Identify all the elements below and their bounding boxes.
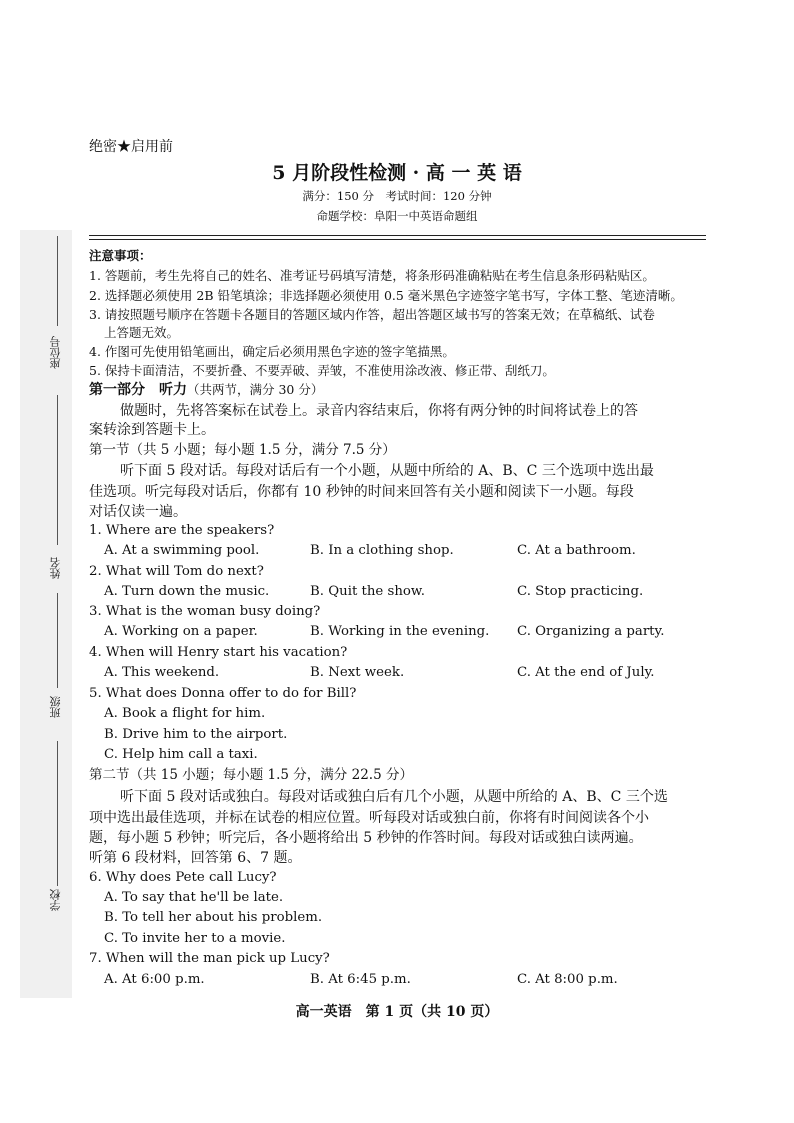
question-5-stem: 5. What does Donna offer to do for Bill? bbox=[89, 686, 357, 701]
notice-item: 1. 答题前，考生先将自己的姓名、准考证号码填写清楚，将条形码准确粘贴在考生信息条形码粘贴区。 bbox=[89, 268, 655, 283]
notice-heading: 注意事项： bbox=[89, 248, 152, 263]
notice-item-continued: 上答题无效。 bbox=[104, 325, 180, 340]
question-5-option-a[interactable]: A. Book a flight for him. bbox=[104, 706, 266, 721]
option-a[interactable]: A. This weekend. bbox=[104, 665, 220, 680]
option-a[interactable]: A. Working on a paper. bbox=[104, 624, 258, 639]
notice-item: 3. 请按照题号顺序在答题卡各题目的答题区域内作答，超出答题区域书写的答案无效；在草稿纸、试卷 bbox=[89, 307, 655, 322]
question-3-options bbox=[104, 622, 704, 642]
option-c[interactable]: C. Organizing a party. bbox=[517, 624, 665, 639]
option-c[interactable]: C. At a bathroom. bbox=[517, 543, 636, 558]
question-5-option-c[interactable]: C. Help him call a taxi. bbox=[104, 747, 258, 762]
question-1-options bbox=[104, 541, 704, 561]
name-label: 姓名 bbox=[49, 557, 62, 579]
school-label: 学校 bbox=[49, 889, 62, 911]
question-6-option-b[interactable]: B. To tell her about his problem. bbox=[104, 910, 323, 925]
class-label: 班级 bbox=[49, 696, 62, 718]
option-a[interactable]: A. At a swimming pool. bbox=[104, 543, 260, 558]
section2-heading: 第二节（共 15 小题；每小题 1.5 分，满分 22.5 分） bbox=[89, 767, 413, 783]
exam-title: 5 月阶段性检测 · 高 一 英 语 bbox=[272, 162, 522, 184]
option-b[interactable]: B. At 6:45 p.m. bbox=[310, 972, 411, 987]
header-rule-top bbox=[89, 235, 706, 236]
part1-note: （共两节，满分 30 分） bbox=[187, 382, 324, 397]
section1-directions: 佳选项。听完每段对话后，你都有 10 秒钟的时间来回答有关小题和阅读下一小题。每段 bbox=[89, 484, 634, 500]
score-time-line: 满分：150 分 考试时间：120 分钟 bbox=[302, 189, 492, 203]
section1-directions: 对话仅读一遍。 bbox=[89, 504, 187, 520]
part1-intro: 案转涂到答题卡上。 bbox=[89, 422, 215, 438]
class-line bbox=[57, 593, 58, 688]
option-c[interactable]: C. At the end of July. bbox=[517, 665, 655, 680]
part1-title: 第一部分 听力 bbox=[89, 382, 187, 398]
option-b[interactable]: B. In a clothing shop. bbox=[310, 543, 454, 558]
page-footer: 高一英语 第 1 页（共 10 页） bbox=[295, 1004, 499, 1020]
question-5-option-b[interactable]: B. Drive him to the airport. bbox=[104, 727, 288, 742]
header-rule-bottom bbox=[89, 239, 706, 240]
question-2-stem: 2. What will Tom do next? bbox=[89, 564, 264, 579]
section1-directions: 听下面 5 段对话。每段对话后有一个小题，从题中所给的 A、B、C 三个选项中选出最 bbox=[120, 463, 654, 479]
seat-number-line bbox=[57, 236, 58, 326]
option-c[interactable]: C. At 8:00 p.m. bbox=[517, 972, 618, 987]
seat-number-label: 座位号 bbox=[49, 336, 62, 369]
question-4-stem: 4. When will Henry start his vacation? bbox=[89, 645, 348, 660]
section2-directions: 题，每小题 5 秒钟；听完后，各小题将给出 5 秒钟的作答时间。每段对话或独白读两遍。 bbox=[89, 830, 643, 846]
school-line bbox=[57, 741, 58, 886]
option-a[interactable]: A. At 6:00 p.m. bbox=[104, 972, 205, 987]
section1-heading: 第一节（共 5 小题；每小题 1.5 分，满分 7.5 分） bbox=[89, 442, 396, 458]
part1-intro: 做题时，先将答案标在试卷上。录音内容结束后，你将有两分钟的时间将试卷上的答 bbox=[120, 403, 638, 419]
question-2-options bbox=[104, 582, 704, 602]
notice-item: 4. 作图可先使用铅笔画出，确定后必须用黑色字迹的签字笔描黑。 bbox=[89, 344, 455, 359]
notice-item: 2. 选择题必须使用 2B 铅笔填涂；非选择题必须使用 0.5 毫米黑色字迹签字笔书写，字体工整、笔迹清晰。 bbox=[89, 288, 683, 303]
question-6-option-c[interactable]: C. To invite her to a movie. bbox=[104, 931, 286, 946]
question-6-option-a[interactable]: A. To say that he'll be late. bbox=[104, 890, 284, 905]
option-b[interactable]: B. Quit the show. bbox=[310, 584, 425, 599]
option-b[interactable]: B. Working in the evening. bbox=[310, 624, 490, 639]
confidential-mark: 绝密★启用前 bbox=[89, 139, 173, 155]
notice-item: 5. 保持卡面清洁，不要折叠、不要弄破、弄皱，不准使用涂改液、修正带、刮纸刀。 bbox=[89, 363, 555, 378]
option-b[interactable]: B. Next week. bbox=[310, 665, 405, 680]
option-a[interactable]: A. Turn down the music. bbox=[104, 584, 270, 599]
part1-heading bbox=[89, 380, 709, 400]
option-c[interactable]: C. Stop practicing. bbox=[517, 584, 644, 599]
setter-line: 命题学校：阜阳一中英语命题组 bbox=[316, 209, 478, 223]
section2-directions: 项中选出最佳选项，并标在试卷的相应位置。听每段对话或独白前，你将有时间阅读各个小 bbox=[89, 810, 649, 826]
question-3-stem: 3. What is the woman busy doing? bbox=[89, 604, 321, 619]
question-6-stem: 6. Why does Pete call Lucy? bbox=[89, 870, 277, 885]
material-note: 听第 6 段材料，回答第 6、7 题。 bbox=[89, 850, 302, 866]
name-line bbox=[57, 395, 58, 545]
question-4-options bbox=[104, 663, 704, 683]
question-1-stem: 1. Where are the speakers? bbox=[89, 523, 275, 538]
section2-directions: 听下面 5 段对话或独白。每段对话或独白后有几个小题，从题中所给的 A、B、C 三个选 bbox=[120, 789, 668, 805]
question-7-stem: 7. When will the man pick up Lucy? bbox=[89, 951, 330, 966]
question-7-options bbox=[104, 970, 704, 990]
